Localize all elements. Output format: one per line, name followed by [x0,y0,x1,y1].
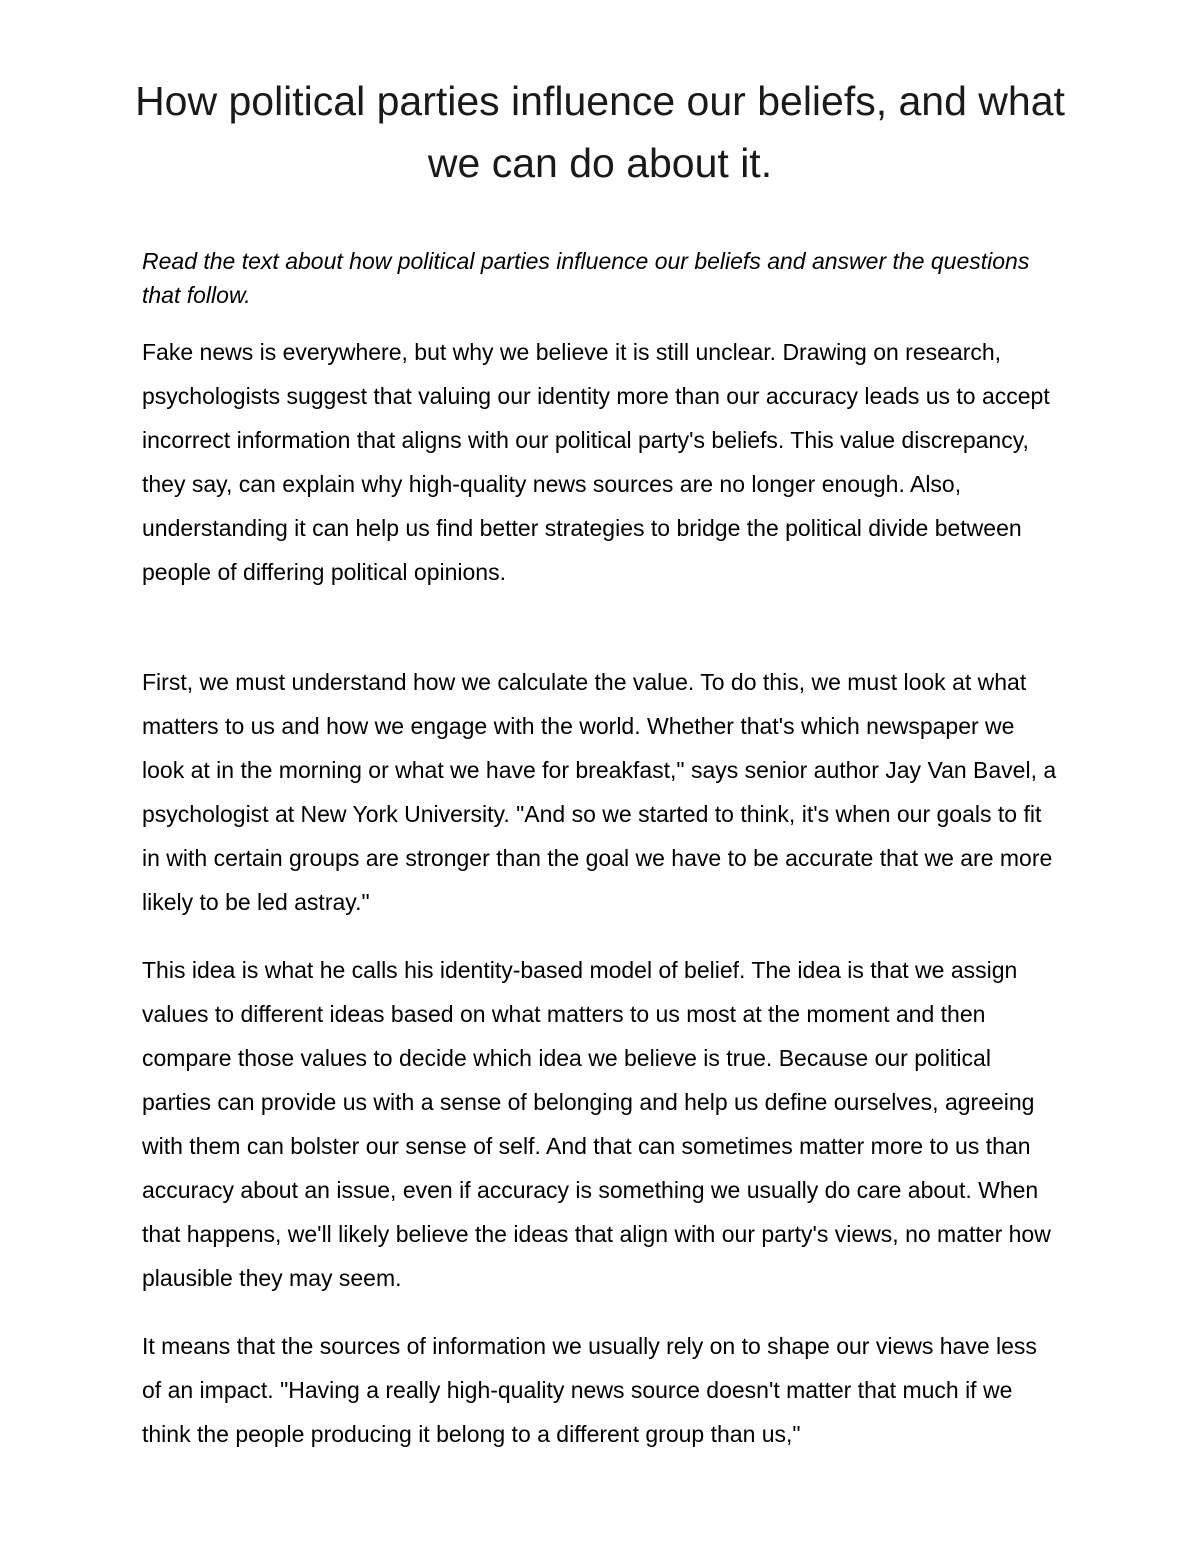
body-paragraph-3: This idea is what he calls his identity-based model of belief. The idea is that we assign values to different ideas based on what matters to us most at the moment and then compare those values to decide which idea we believe is true. Because our political parties can provide us with a sense of belonging and help us define ourselves, agreeing with them can bolster our sense of self. And that can sometimes matter more to us than accuracy about an issue, even if accuracy is something we usually do care about. When that happens, we'll likely believe the ideas that align with our party's views, no matter how plausible they may seem. [142,957,1051,1291]
body-paragraph-1: Fake news is everywhere, but why we believe it is still unclear. Drawing on research, psychologists suggest that valuing our identity more than our accuracy leads us to accept incorrect information that aligns with our political party's beliefs. This value discrepancy, they say, can explain why high-quality news sources are no longer enough. Also, understanding it can help us find better strategies to bridge the political divide between people of differing political opinions. [142,339,1050,585]
body-paragraph-2: First, we must understand how we calculate the value. To do this, we must look at what matters to us and how we engage with the world. Whether that's which newspaper we look at in the morning or what we have for breakfast," says senior author Jay Van Bavel, a psychologist at New York University. "And so we started to think, it's when our goals to fit in with certain groups are stronger than the goal we have to be accurate that we are more likely to be led astray." [142,669,1057,915]
body-paragraph-4: It means that the sources of information we usually rely on to shape our views have less of an impact. "Having a really high-quality news source doesn't matter that much if we think the people producing it belong to a different group than us," [142,1333,1037,1447]
instructions-text: Read the text about how political parties influence our beliefs and answer the questions that follow. [142,248,1030,308]
document-title: How political parties influence our beliefs, and what we can do about it. [135,78,1065,186]
